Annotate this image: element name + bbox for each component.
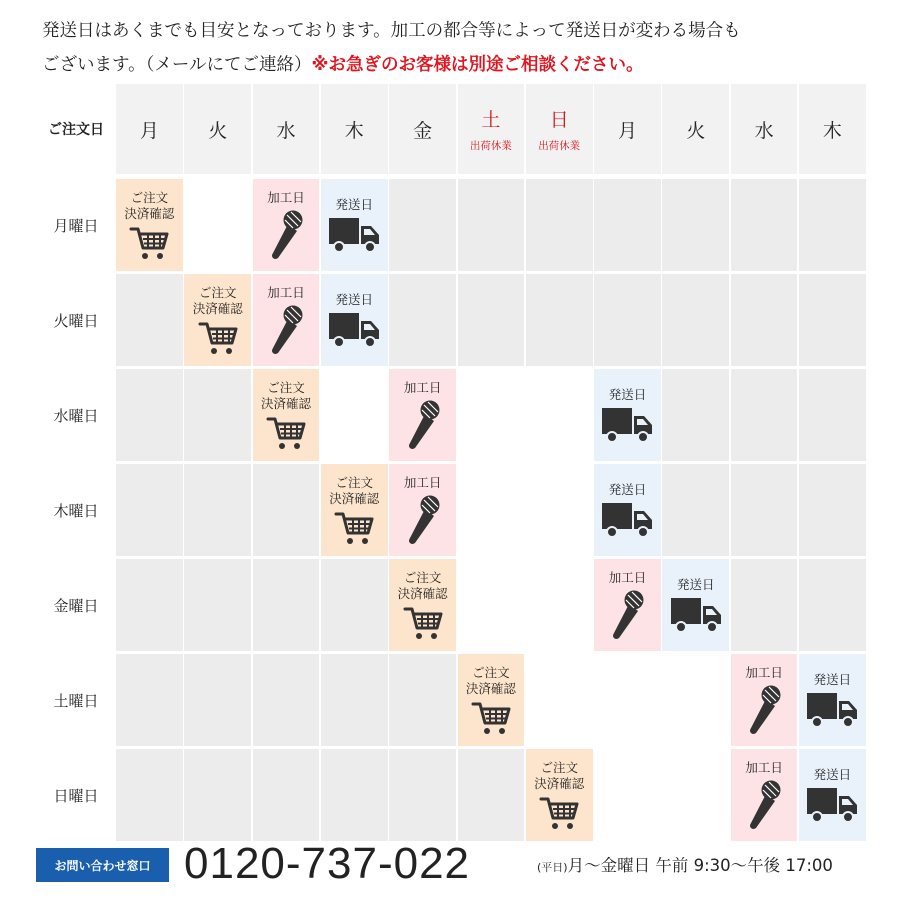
empty-cell bbox=[526, 369, 593, 461]
processing-day-cell bbox=[389, 369, 456, 461]
order-day-label: 金曜日 bbox=[36, 559, 116, 651]
empty-cell bbox=[321, 369, 388, 461]
truck-icon bbox=[806, 691, 858, 729]
day-column-label: 火 bbox=[686, 119, 706, 142]
empty-cell bbox=[731, 179, 798, 271]
empty-cell bbox=[662, 749, 729, 841]
empty-cell bbox=[116, 654, 183, 746]
order-label: ご注文 決済確認 bbox=[260, 379, 311, 411]
truck-icon bbox=[601, 501, 653, 539]
day-column-header bbox=[526, 84, 593, 174]
empty-cell bbox=[389, 749, 456, 841]
empty-cell bbox=[253, 559, 320, 651]
order-label: ご注文 決済確認 bbox=[465, 664, 516, 696]
process-label: 加工日 bbox=[745, 759, 783, 775]
order-label: ご注文 決済確認 bbox=[329, 474, 380, 506]
day-column-label: 木 bbox=[822, 119, 842, 142]
order-confirmation-cell bbox=[253, 369, 320, 461]
ship-label: 発送日 bbox=[677, 576, 715, 592]
order-confirmation-cell bbox=[458, 654, 525, 746]
shipping-day-cell bbox=[594, 464, 661, 556]
order-day-header: ご注文日 bbox=[48, 122, 104, 138]
shipping-schedule-table bbox=[36, 84, 856, 839]
processing-day-cell bbox=[594, 559, 661, 651]
shipping-day-cell bbox=[799, 749, 866, 841]
ship-label: 発送日 bbox=[335, 291, 374, 307]
order-label: ご注文 決済確認 bbox=[534, 759, 585, 791]
day-column-header bbox=[799, 84, 866, 174]
microphone-icon bbox=[268, 209, 304, 261]
empty-cell bbox=[458, 274, 525, 366]
order-day-label: 土曜日 bbox=[36, 654, 116, 746]
order-label: ご注文 決済確認 bbox=[124, 189, 175, 221]
process-label: 加工日 bbox=[267, 189, 305, 205]
empty-cell bbox=[253, 464, 320, 556]
shipping-day-cell bbox=[321, 274, 388, 366]
day-column-header bbox=[458, 84, 525, 174]
day-column-header bbox=[321, 84, 388, 174]
empty-cell bbox=[458, 179, 525, 271]
empty-cell bbox=[458, 559, 525, 651]
process-label: 加工日 bbox=[745, 664, 783, 680]
process-label: 加工日 bbox=[267, 284, 305, 300]
empty-cell bbox=[389, 274, 456, 366]
order-confirmation-cell bbox=[116, 179, 183, 271]
ship-label: 発送日 bbox=[608, 481, 647, 497]
processing-day-cell bbox=[253, 274, 320, 366]
cart-icon bbox=[403, 605, 443, 641]
day-column-label: 日 bbox=[549, 109, 569, 131]
processing-day-cell bbox=[253, 179, 320, 271]
shipping-day-cell bbox=[321, 179, 388, 271]
cart-icon bbox=[334, 510, 374, 546]
shipping-day-cell bbox=[799, 654, 866, 746]
empty-cell bbox=[731, 559, 798, 651]
empty-cell bbox=[116, 369, 183, 461]
empty-cell bbox=[662, 369, 729, 461]
order-day-label: 月曜日 bbox=[36, 179, 116, 271]
shipping-holiday-note: 出荷休業 bbox=[469, 140, 512, 152]
phone-number[interactable]: 0120-737-022 bbox=[184, 839, 471, 888]
empty-cell bbox=[184, 369, 251, 461]
day-column-header bbox=[662, 84, 729, 174]
truck-icon bbox=[670, 596, 722, 634]
notice-line-2-text: ございます。（メールにてご連絡） bbox=[42, 55, 312, 75]
empty-cell bbox=[184, 559, 251, 651]
empty-cell bbox=[116, 749, 183, 841]
day-column-label: 月 bbox=[617, 119, 637, 142]
empty-cell bbox=[389, 179, 456, 271]
processing-day-cell bbox=[389, 464, 456, 556]
order-day-label: 火曜日 bbox=[36, 274, 116, 366]
empty-cell bbox=[799, 559, 866, 651]
day-column-label: 土 bbox=[481, 109, 501, 131]
day-column-header bbox=[731, 84, 798, 174]
empty-cell bbox=[526, 464, 593, 556]
processing-day-cell bbox=[731, 749, 798, 841]
order-confirmation-cell bbox=[321, 464, 388, 556]
truck-icon bbox=[806, 786, 858, 824]
cart-icon bbox=[471, 700, 511, 736]
empty-cell bbox=[731, 274, 798, 366]
truck-icon bbox=[328, 216, 380, 254]
empty-cell bbox=[116, 559, 183, 651]
empty-cell bbox=[662, 654, 729, 746]
empty-cell bbox=[662, 179, 729, 271]
empty-cell bbox=[526, 274, 593, 366]
empty-cell bbox=[731, 464, 798, 556]
ship-label: 発送日 bbox=[813, 766, 852, 782]
empty-cell bbox=[321, 654, 388, 746]
notice-line-1: 発送日はあくまでも目安となっております。加工の都合等によって発送日が変わる場合も bbox=[42, 21, 741, 41]
order-confirmation-cell bbox=[389, 559, 456, 651]
microphone-icon bbox=[405, 494, 441, 546]
empty-cell bbox=[799, 369, 866, 461]
empty-cell bbox=[526, 559, 593, 651]
day-column-header bbox=[116, 84, 183, 174]
empty-cell bbox=[458, 464, 525, 556]
empty-cell bbox=[184, 749, 251, 841]
empty-cell bbox=[594, 179, 661, 271]
empty-cell bbox=[253, 749, 320, 841]
empty-cell bbox=[526, 654, 593, 746]
processing-day-cell bbox=[731, 654, 798, 746]
empty-cell bbox=[731, 369, 798, 461]
process-label: 加工日 bbox=[403, 379, 442, 395]
day-column-label: 水 bbox=[754, 119, 774, 142]
ship-label: 発送日 bbox=[335, 196, 374, 212]
empty-cell bbox=[321, 749, 388, 841]
empty-cell bbox=[662, 464, 729, 556]
empty-cell bbox=[184, 179, 251, 271]
empty-cell bbox=[458, 749, 525, 841]
empty-cell bbox=[594, 654, 661, 746]
shipping-notice bbox=[42, 14, 872, 82]
empty-cell bbox=[594, 274, 661, 366]
shipping-day-cell bbox=[662, 559, 729, 651]
cart-icon bbox=[129, 225, 169, 261]
cart-icon bbox=[539, 795, 579, 831]
microphone-icon bbox=[746, 684, 782, 736]
shipping-day-cell bbox=[594, 369, 661, 461]
order-confirmation-cell bbox=[526, 749, 593, 841]
business-hours bbox=[537, 852, 833, 876]
day-column-label: 水 bbox=[276, 119, 296, 142]
order-day-label: 水曜日 bbox=[36, 369, 116, 461]
ship-label: 発送日 bbox=[608, 386, 647, 402]
empty-cell bbox=[116, 464, 183, 556]
contact-badge: お問い合わせ窓口 bbox=[36, 848, 169, 882]
urgent-notice: ※お急ぎのお客様は別途ご相談ください。 bbox=[311, 55, 644, 75]
microphone-icon bbox=[405, 399, 441, 451]
empty-cell bbox=[594, 749, 661, 841]
empty-cell bbox=[799, 274, 866, 366]
process-label: 加工日 bbox=[608, 569, 647, 585]
microphone-icon bbox=[268, 304, 304, 356]
day-column-header bbox=[253, 84, 320, 174]
hours-text: 月～金曜日 午前 9:30～午後 17:00 bbox=[567, 856, 833, 875]
cart-icon bbox=[266, 415, 306, 451]
order-day-label: 木曜日 bbox=[36, 464, 116, 556]
process-label: 加工日 bbox=[403, 474, 442, 490]
day-column-label: 月 bbox=[139, 119, 159, 142]
truck-icon bbox=[601, 406, 653, 444]
empty-cell bbox=[526, 179, 593, 271]
ship-label: 発送日 bbox=[813, 671, 852, 687]
day-column-label: 火 bbox=[208, 119, 228, 142]
order-confirmation-cell bbox=[184, 274, 251, 366]
day-column-header bbox=[389, 84, 456, 174]
empty-cell bbox=[184, 464, 251, 556]
order-label: ご注文 決済確認 bbox=[397, 569, 448, 601]
order-day-label: 日曜日 bbox=[36, 749, 116, 841]
truck-icon bbox=[328, 311, 380, 349]
empty-cell bbox=[458, 369, 525, 461]
order-label: ご注文 決済確認 bbox=[192, 284, 243, 316]
microphone-icon bbox=[609, 589, 645, 641]
hours-prefix: (平日) bbox=[537, 861, 568, 874]
cart-icon bbox=[198, 320, 238, 356]
shipping-holiday-note: 出荷休業 bbox=[538, 140, 581, 152]
empty-cell bbox=[799, 464, 866, 556]
empty-cell bbox=[253, 654, 320, 746]
day-column-label: 木 bbox=[344, 119, 364, 142]
day-column-header bbox=[594, 84, 661, 174]
microphone-icon bbox=[746, 779, 782, 831]
empty-cell bbox=[321, 559, 388, 651]
empty-cell bbox=[184, 654, 251, 746]
empty-cell bbox=[799, 179, 866, 271]
notice-line-2 bbox=[42, 48, 872, 82]
empty-cell bbox=[662, 274, 729, 366]
empty-cell bbox=[116, 274, 183, 366]
day-column-label: 金 bbox=[413, 119, 433, 142]
day-column-header bbox=[184, 84, 251, 174]
empty-cell bbox=[389, 654, 456, 746]
